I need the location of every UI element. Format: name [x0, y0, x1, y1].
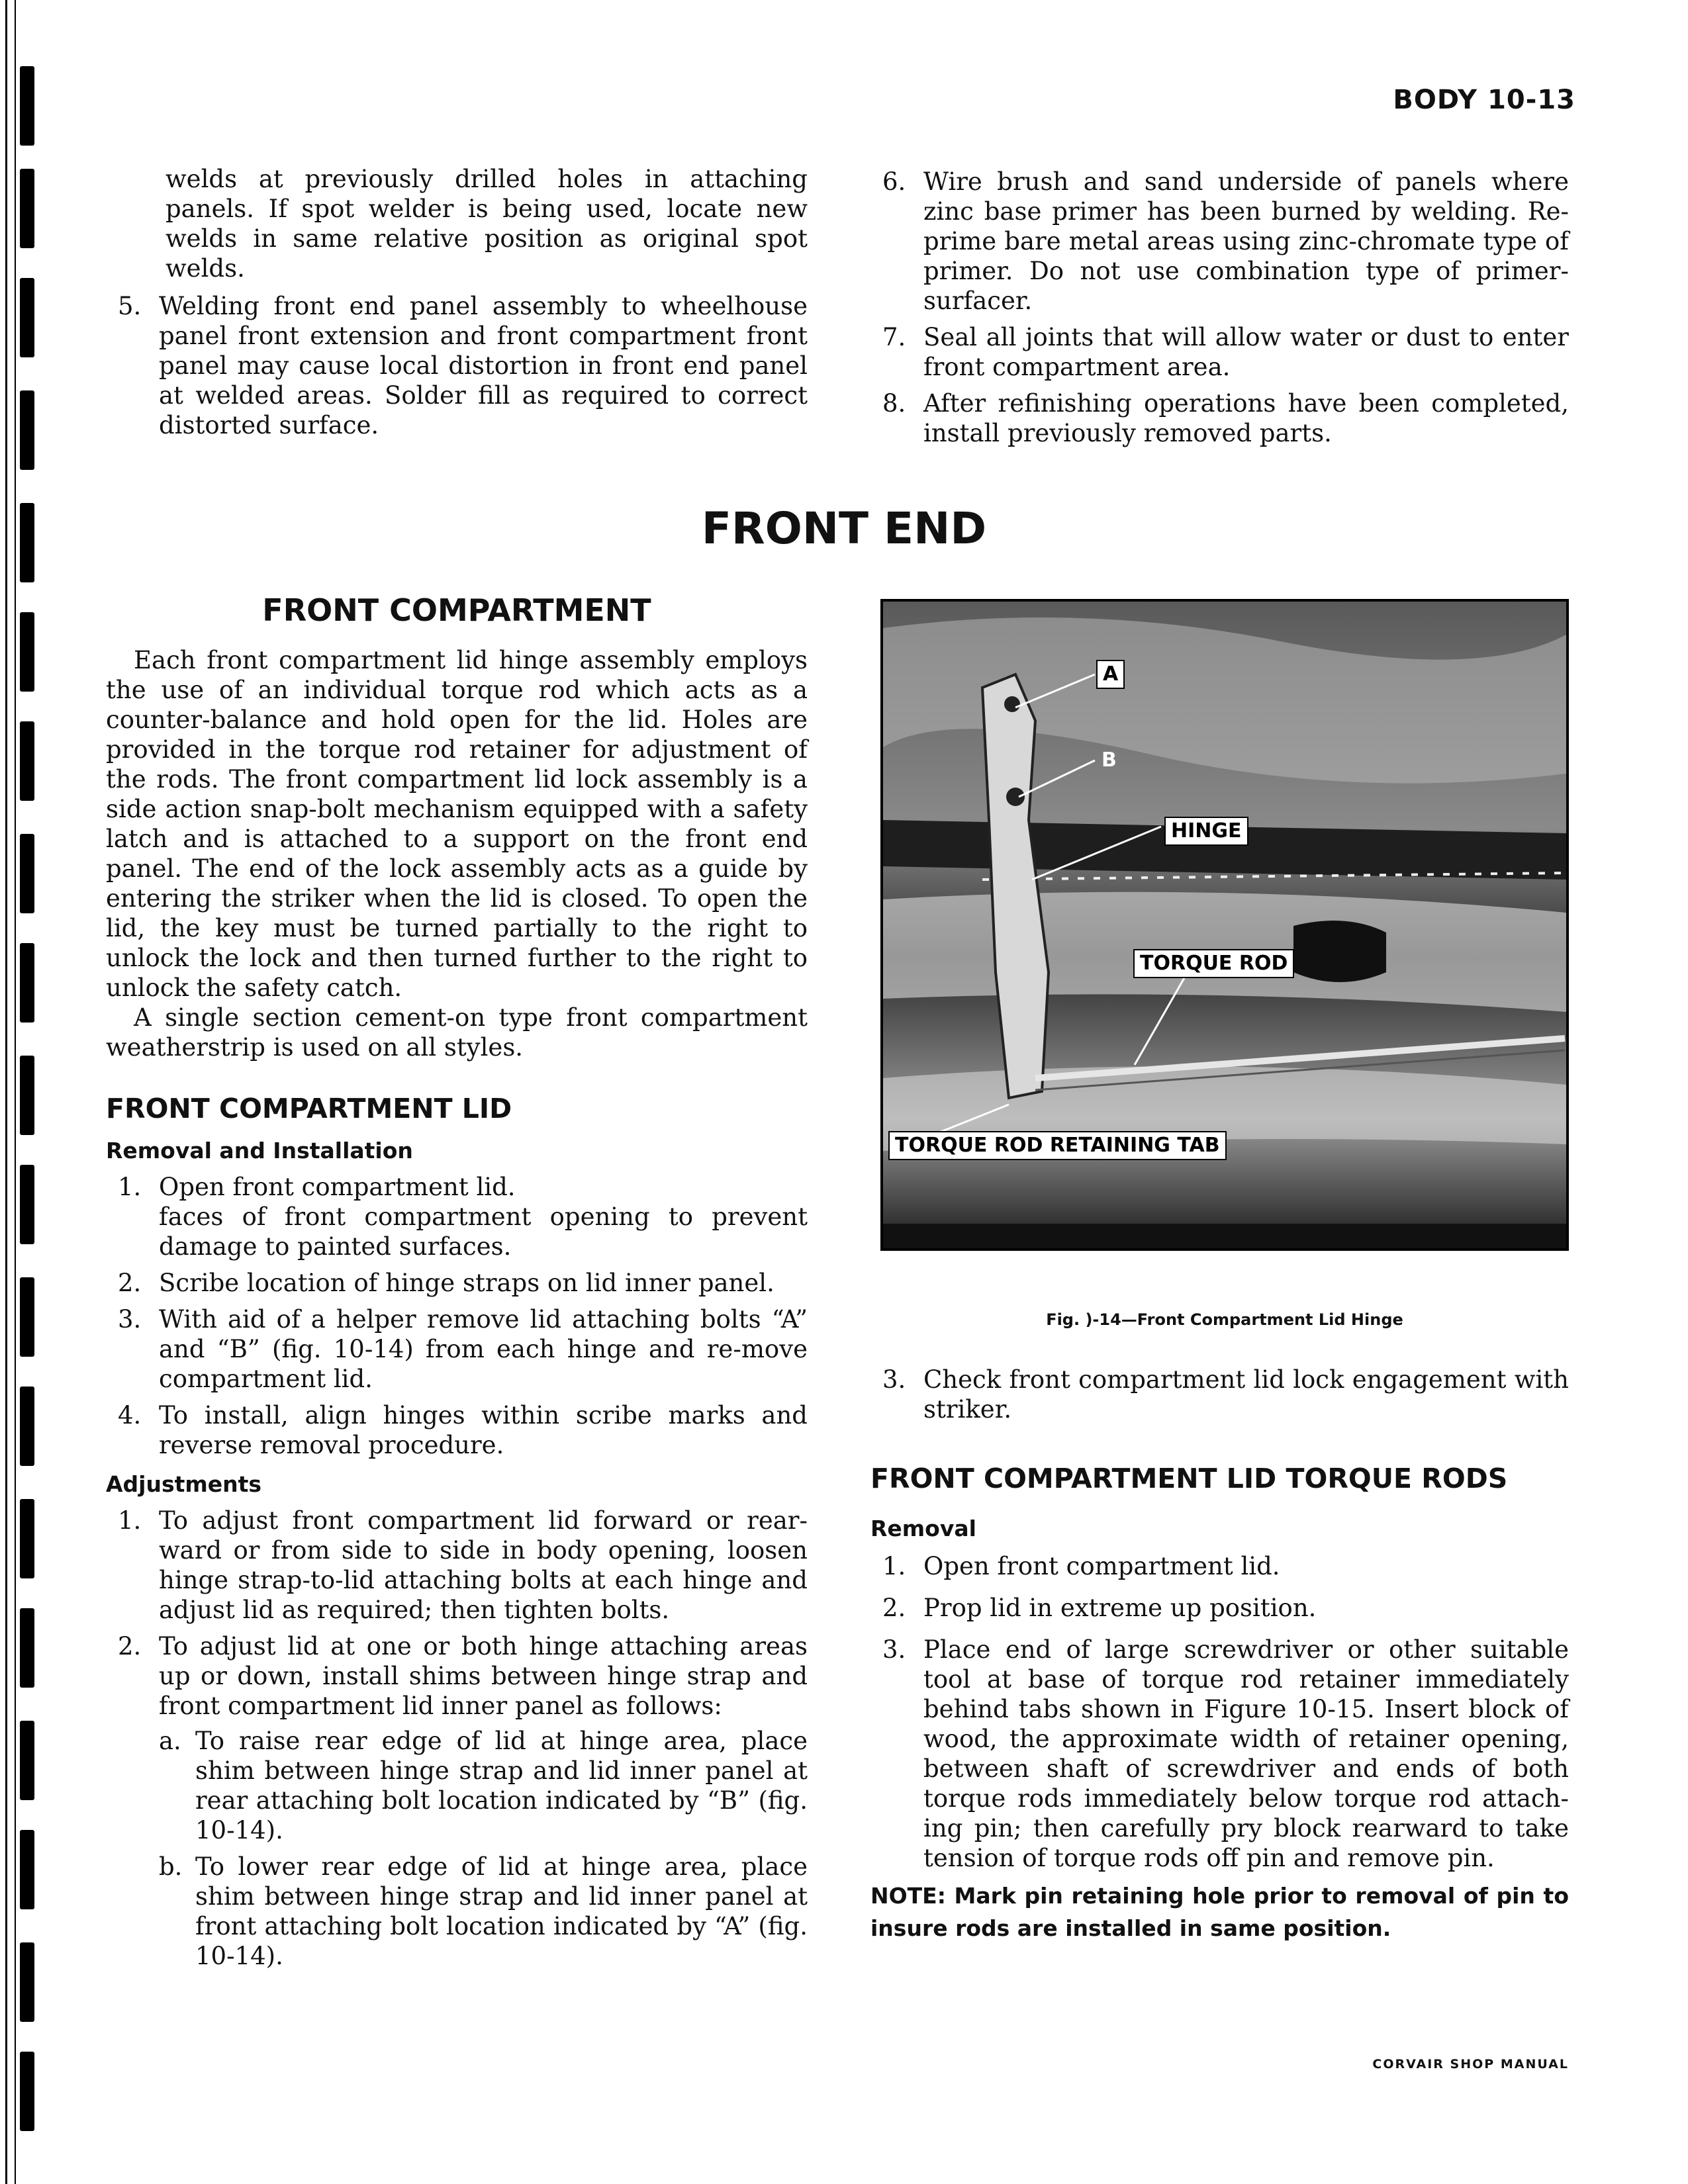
item-text: Seal all joints that will allow water or dust to enter front compartment area.: [923, 323, 1569, 381]
item-number: 2.: [882, 1594, 906, 1622]
removal-installation-heading: Removal and Installation: [106, 1138, 413, 1163]
item-text: Check front compartment lid lock engagement with striker.: [923, 1365, 1569, 1424]
list-item: [106, 1304, 808, 1394]
figure-caption: Fig. )-14—Front Compartment Lid Hinge: [1046, 1310, 1403, 1329]
lid-heading: FRONT COMPARTMENT LID: [106, 1093, 512, 1124]
list-item: [870, 1635, 1569, 1873]
binding-hole: [20, 1721, 34, 1800]
item-text: To adjust lid at one or both hinge attaching areas up or down, install shims between hinge strap and front compartment lid inner panel as follows:: [159, 1632, 808, 1720]
item-text: To lower rear edge of lid at hinge area, place shim between hinge strap and lid inner panel at front attaching bolt location indicated by “A” (fig. 10-14).: [195, 1852, 808, 1970]
item-text: Welding front end panel assembly to wheelhouse panel front extension and front compartment front panel may cause local distortion in front end panel at welded areas. Solder fill as required to correct distorted surface.: [159, 292, 808, 439]
binding-hole: [20, 1056, 34, 1135]
list-item: [870, 1365, 1569, 1424]
list-item: [870, 322, 1569, 382]
binding-hole: [20, 1165, 34, 1244]
item-number: 6.: [882, 167, 906, 196]
item-number: 2.: [118, 1269, 142, 1297]
list-item: [870, 1593, 1569, 1623]
binding-edge: [0, 0, 40, 2184]
binding-hole: [20, 1942, 34, 2022]
sub-list-item: [159, 1852, 808, 1971]
callout-torque-rod: TORQUE ROD: [1133, 949, 1294, 978]
binding-hole: [20, 1387, 34, 1466]
binding-hole: [20, 390, 34, 470]
item-text: Wire brush and sand underside of panels where zinc base primer has been burned by welding. Re-prime bare metal areas using zinc-chromate type of primer. Do not use combination type of primer-surfacer.: [923, 167, 1569, 315]
list-item: [106, 1172, 808, 1261]
adjustments-sublist: [159, 1726, 808, 1971]
list-item: [106, 291, 808, 440]
removal-list: [106, 1172, 808, 1460]
item4-continued: welds at previously drilled holes in attaching panels. If spot welder is being used, locate new welds in same relative position as original spot welds.: [165, 165, 808, 283]
list-item: [106, 1268, 808, 1298]
left-top-column: [106, 164, 808, 447]
binding-hole: [20, 612, 34, 692]
list-item: [106, 1400, 808, 1460]
list-item: [870, 388, 1569, 448]
item-letter: b.: [159, 1852, 183, 1881]
item-number: 3.: [882, 1365, 906, 1394]
front-compartment-para1: Each front compartment lid hinge assembly employs the use of an individual torque rod which acts as a counter-balance and hold open for the lid. Holes are provided in the torque rod retainer for adjustment of the rods. The front compartment lid lock assembly is a side action snap-bolt mechanism equipped with a safety latch and is attached to a support on the front end panel. The end of the lock assembly acts as a guide by entering the striker when the lid is closed. To open the lid, the key must be turned partially to the right to unlock the lock and then turned further to the right to unlock the safety catch.: [106, 646, 808, 1002]
left-top-list: [106, 291, 808, 440]
binding-hole: [20, 2052, 34, 2131]
item-number: 4.: [118, 1401, 142, 1430]
item-number: 3.: [882, 1635, 906, 1664]
adjustments-list: [106, 1506, 808, 1971]
binding-rule: [5, 0, 7, 2184]
right-top-list: [870, 167, 1569, 448]
item-number: 2.: [118, 1632, 142, 1661]
torque-removal-list: [870, 1551, 1569, 1873]
item-number: 1.: [118, 1173, 142, 1201]
item-number: 3.: [118, 1305, 142, 1334]
binding-hole: [20, 1277, 34, 1357]
item-number: 1.: [882, 1552, 906, 1580]
callout-a: A: [1096, 660, 1125, 689]
item-text: To raise rear edge of lid at hinge area, place shim between hinge strap and lid inner panel at rear attaching bolt location indicated by “B” (fig. 10-14).: [195, 1727, 808, 1844]
page-footer: CORVAIR SHOP MANUAL: [1372, 2057, 1569, 2071]
right-bottom-column: [870, 1365, 1569, 1944]
binding-hole: [20, 721, 34, 801]
item-letter: a.: [159, 1727, 181, 1755]
list-item: [870, 1551, 1569, 1581]
note: NOTE: Mark pin retaining hole prior to removal of pin to insure rods are installed in same position.: [870, 1883, 1569, 1941]
item-text: To adjust front compartment lid forward or rear-ward or from side to side in body opening, loosen hinge strap-to-lid attaching bolts at each hinge and adjust lid as required; then tighten bolts.: [159, 1506, 808, 1624]
binding-hole: [20, 169, 34, 248]
item-text: With aid of a helper remove lid attaching bolts “A” and “B” (fig. 10-14) from each hinge and re-move compartment lid.: [159, 1305, 808, 1393]
item-text: Scribe location of hinge straps on lid inner panel.: [159, 1269, 774, 1297]
binding-hole: [20, 943, 34, 1023]
front-compartment-para2: A single section cement-on type front compartment weatherstrip is used on all styles.: [106, 1003, 808, 1062]
binding-hole: [20, 278, 34, 357]
item-text: After refinishing operations have been completed, install previously removed parts.: [923, 389, 1569, 447]
list-item: [870, 167, 1569, 316]
binding-hole: [20, 1608, 34, 1688]
left-main-column: [106, 592, 808, 1978]
front-compartment-heading: FRONT COMPARTMENT: [262, 592, 651, 628]
item-text: Place end of large screwdriver or other suitable tool at base of torque rod retainer immediately behind tabs shown in Figure 10-15. Insert block of wood, the approximate width of retainer opening, between shaft of screwdriver and ends of both torque rods immediately below torque rod attach-ing pin; then carefully pry block rearward to take tension of torque rods off pin and remove pin.: [923, 1635, 1569, 1872]
hinge-photo: [880, 599, 1569, 1251]
binding-hole: [20, 1499, 34, 1578]
callout-b: B: [1102, 749, 1117, 772]
item-number: 1.: [118, 1506, 142, 1535]
right-top-column: [870, 167, 1569, 455]
list-item: [106, 1506, 808, 1625]
item-number: 7.: [882, 323, 906, 351]
item-text: Open front compartment lid.: [923, 1552, 1280, 1580]
section-title: FRONT END: [701, 503, 987, 554]
lid-check-list: [870, 1365, 1569, 1424]
adjustments-heading: Adjustments: [106, 1471, 262, 1497]
binding-hole: [20, 1830, 34, 1909]
torque-removal-heading: Removal: [870, 1516, 976, 1541]
binding-rule: [15, 0, 16, 2184]
callout-torque-rod-retaining-tab: TORQUE ROD RETAINING TAB: [888, 1131, 1227, 1160]
item-text: Open front compartment lid.: [159, 1173, 516, 1201]
torque-rods-heading: FRONT COMPARTMENT LID TORQUE RODS: [870, 1463, 1508, 1494]
binding-hole: [20, 834, 34, 913]
item-number: 8.: [882, 389, 906, 418]
item-text-continued: faces of front compartment opening to prevent damage to painted surfaces.: [159, 1203, 808, 1261]
list-item: [106, 1631, 808, 1971]
sub-list-item: [159, 1726, 808, 1845]
item-number: 5.: [118, 292, 142, 320]
binding-hole: [20, 66, 34, 146]
item-text: To install, align hinges within scribe marks and reverse removal procedure.: [159, 1401, 808, 1459]
page-header: BODY 10-13: [1393, 85, 1575, 115]
item-text: Prop lid in extreme up position.: [923, 1594, 1317, 1622]
callout-hinge: HINGE: [1164, 817, 1248, 846]
